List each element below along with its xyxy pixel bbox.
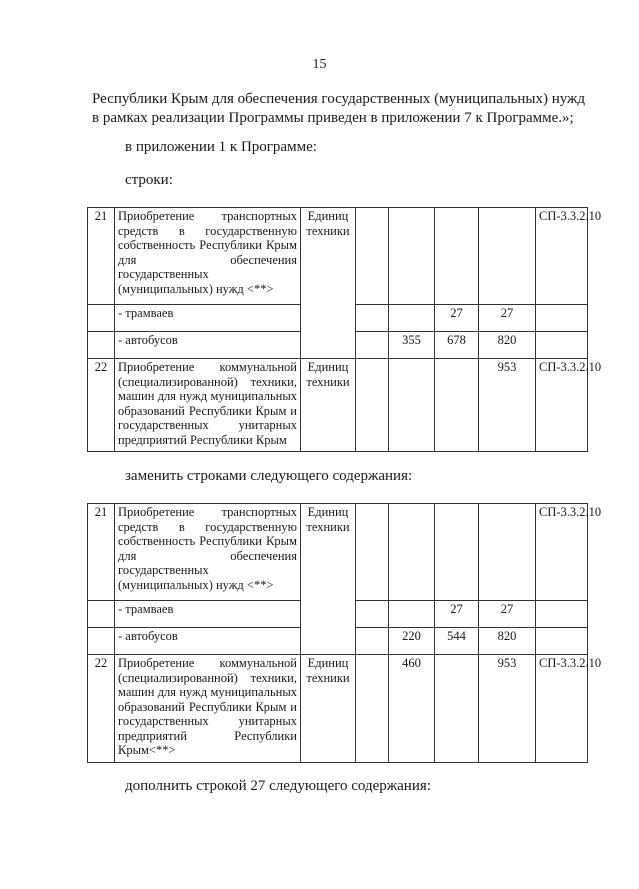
new-rows-table <box>87 503 602 763</box>
row-code: СП-3.3.2.10 <box>536 655 588 763</box>
sub-label: - автобусов <box>115 628 301 655</box>
cell-value: 820 <box>479 628 536 655</box>
sub-label: - трамваев <box>115 305 301 332</box>
row-code: СП-3.3.2.10 <box>536 359 588 452</box>
cell-value: 820 <box>479 332 536 359</box>
table-row <box>88 359 588 452</box>
row-number: 21 <box>88 208 115 305</box>
cell-value: 953 <box>479 655 536 763</box>
row-name: Приобретение коммунальной (специализированной) техники, машин для нужд муниципальных образований Республики Крым и государственных унитарных предприятий Республики Крым<**> <box>115 655 301 763</box>
sub-label: - трамваев <box>115 601 301 628</box>
row-code: СП-3.3.2.10 <box>536 504 588 601</box>
row-number: 21 <box>88 504 115 601</box>
row-name: Приобретение коммунальной (специализированной) техники, машин для нужд муниципальных образований Республики Крым и государственных унитарных предприятий Республики Крым <box>115 359 301 452</box>
cell-value: 27 <box>479 305 536 332</box>
row-unit: Единиц техники <box>301 504 356 655</box>
add-line: дополнить строкой 27 следующего содержания: <box>125 778 431 794</box>
cell-value: 355 <box>389 332 435 359</box>
row-unit: Единиц техники <box>301 655 356 763</box>
cell-value: 27 <box>479 601 536 628</box>
row-unit: Единиц техники <box>301 359 356 452</box>
rows-line: строки: <box>125 172 173 188</box>
cell-value: 27 <box>435 601 479 628</box>
cell-value: 544 <box>435 628 479 655</box>
cell-value <box>389 359 435 452</box>
appendix-line: в приложении 1 к Программе: <box>125 139 317 155</box>
cell-value <box>389 601 435 628</box>
cell-value: 460 <box>389 655 435 763</box>
old-rows-table <box>87 207 602 452</box>
row-name: Приобретение транспортных средств в государственную собственность Республики Крым для обеспечения государственных (муниципальных) нужд <**> <box>115 504 301 601</box>
table-row <box>88 208 588 305</box>
row-unit: Единиц техники <box>301 208 356 359</box>
page-number: 15 <box>312 57 327 72</box>
replace-line: заменить строками следующего содержания: <box>125 468 413 484</box>
cell-value: 220 <box>389 628 435 655</box>
cell-value: 27 <box>435 305 479 332</box>
row-number: 22 <box>88 359 115 452</box>
sub-label: - автобусов <box>115 332 301 359</box>
table-row <box>88 655 588 763</box>
row-code: СП-3.3.2.10 <box>536 208 588 305</box>
table-row <box>88 504 588 601</box>
cell-value: 953 <box>479 359 536 452</box>
intro-paragraph: Республики Крым для обеспечения государственных (муниципальных) нужд в рамках реализации Программы приведен в приложении 7 к Программе.»; <box>92 91 586 126</box>
row-name: Приобретение транспортных средств в государственную собственность Республики Крым для обеспечения государственных (муниципальных) нужд <**> <box>115 208 301 305</box>
cell-value: 678 <box>435 332 479 359</box>
cell-value <box>389 305 435 332</box>
row-number: 22 <box>88 655 115 763</box>
